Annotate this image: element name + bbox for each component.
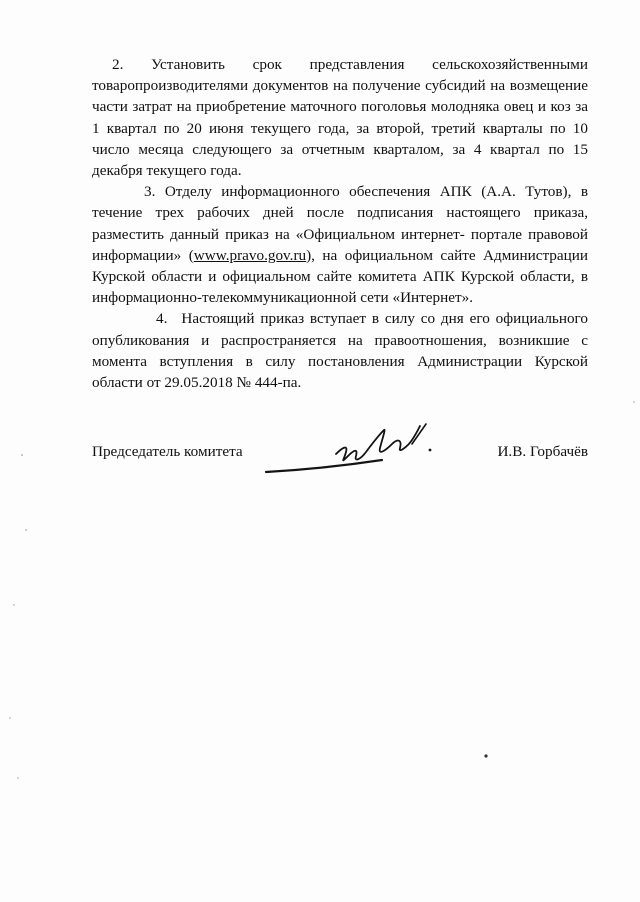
paragraph-number: 3. (144, 183, 156, 201)
paragraph-text: Установить срок представления сельскохозяйственными товаропроизводителями документов на получение субсидий на возмещение части затрат на приобретение маточного поголовья молодняка овец и коз за 1 квартал по 20 июня текущего года, за второй, третий кварталы по 10 число месяца следующего за отчетным кварталом, за 4 квартал по 15 декабря текущего года. (92, 56, 588, 180)
pravo-link[interactable]: www.pravo.gov.ru (193, 246, 307, 264)
signatory-title: Председатель комитета (92, 443, 243, 460)
paragraph-text: Настоящий приказ вступает в силу со дня его официального опубликования и распространяется на правоотношения, возникшие с момента вступления в силу постановления Администрации Курской области от 29.05.2018 № 444-па. (92, 310, 588, 392)
paragraph-2 (92, 54, 588, 181)
paragraph-text-continued: ), на официальном сайте Администрации Курской области и официальном сайте комитета АПК Курской области, в информационно-телекоммуникационной сети «Интернет». (92, 246, 588, 307)
paragraph-3 (92, 181, 588, 308)
handwritten-signature (262, 420, 452, 482)
paragraph-number: 4. (156, 310, 168, 328)
paragraph-text: Отделу информационного обеспечения АПК (А.А. Тутов), в течение трех рабочих дней после подписания настоящего приказа, разместить данный приказ на «Официальном интернет- портале правовой информации» ( (92, 183, 589, 264)
paragraph-4 (92, 308, 588, 393)
signatory-name: И.В. Горбачёв (497, 443, 588, 460)
document-body (92, 54, 588, 393)
paragraph-number: 2. (112, 56, 124, 73)
